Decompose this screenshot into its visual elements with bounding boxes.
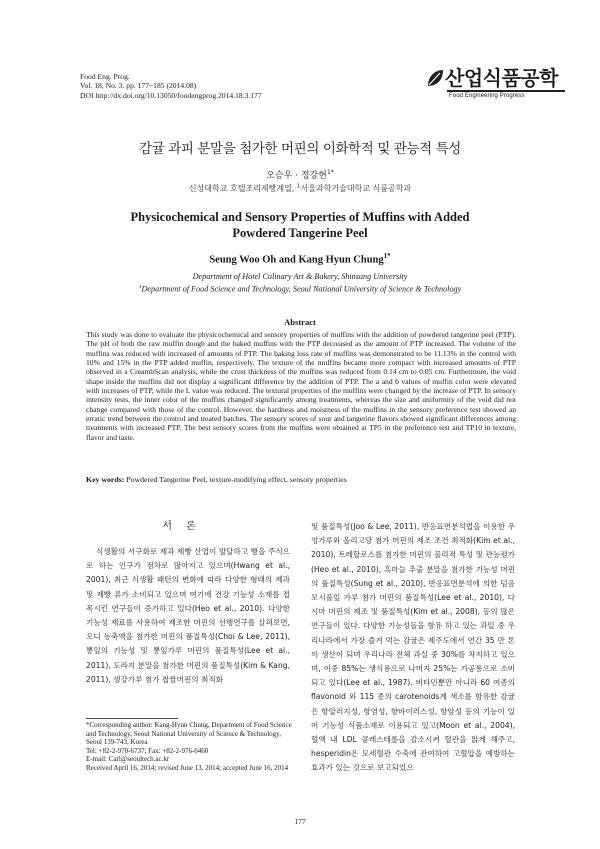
journal-volume: Vol. 18, No. 3. pp. 177~185 (2014.08)	[80, 81, 197, 91]
english-author-sup: 1*	[383, 252, 391, 260]
footnote-email[interactable]: E-mail: Carl@seoultech.ac.kr	[86, 755, 170, 764]
journal-logo	[425, 66, 573, 106]
korean-affil-1: 신성대학교 호텔조리제빵계열,	[188, 184, 297, 193]
english-title-line2: Powdered Tangerine Peel	[232, 226, 368, 240]
right-col-paragraph: 및 품질특성(Joo & Lee, 2011), 반응표면분석법을 이용한 우엉가루와 올리고당 첨가 머핀의 제조 조건 최적화(Kim et al., 2010), 트레할로스를 첨가한 머핀의 물리적 특성 및 관능평가(Heo et al., 2010), 흑마늘 추출 분말을 첨가한 기능성 머핀의 품질특성(Sung et al., 2010), 반응표면분석에 의한 덤음 모시풀잎 가루 첨가 머핀의 품질특성(Lee et al., 2010), 다시마 머핀의 제조 및 품질특성(Kim et al., 2008), 등의 많은 연구들이 있다. 다양한 기능성들을 함유 하고 있는 과일 중 우리나라에서 가장 즐겨 먹는 감귤은 제주도에서 연간 35 만 톤이 생산이 되며 우리나라 전체 과실 중 30%를 차지하고 있으며, 이중 85%는 생식용으로 나머지 25%는 가공용으로 소비되고 있다(Lee et al., 1987). 비타민뿐만 아니라 60 여종의 flavonoid 와 115 종의 carotenoids계 색소를 함유한 감귤은 항알러지성, 항염성, 항바이러스성, 항암성 등의 기능이 있어 기능성 식품소재로 이용되고 있고(Moon et al., 2004), 혈액 내 LDL 콜레스테롤을 감소시켜 혈관을 맑게 해주고, hesperidin은 모세혈관 수축에 관여하여 고혈압을 예방하는 효과가 있는 것으로 보고되었으	[311, 522, 515, 773]
footnote-corresponding: *Corresponding author: Kang-Hyun Chung, Department of Food Science and Technology, Seoul National University of Science & Technology, Seoul 139-743, Korea	[86, 721, 292, 747]
abstract-body: This study was done to evaluate the physicochemical and sensory properties of muffins with the addition of powdered tangerine peel (PTP). The pH of both the raw muffin dough and the baked muffins with the PTP decreased as the amount of PTP increased. The volume of the muffins was reduced with increased of amounts of PTP. The baking loss rate of muffins was demonstrated to be 11.13% in the control with 10% and 15% in the PTP added muffin, respectively. The texture of the muffins became more compact with increased amounts of PTP observed in a CreambScan analysis, while the crust thickness of the muffins was reduced from 0.14 cm to 0.05 cm. Furthermore, the void shape inside the muffins did not display a significant difference by the addition of PTP. The a and b values of muffin color were elevated with increases of PTP, while the L value was reduced. The textural properties of the muffins were changed by the increase of PTP. In sensory intensity tests, the inner color of the muffins changed significantly among treatments, whereas the size and uniformity of the void did not change compared with those of the control. However, the hardness and moistness of the muffins in the sensory preference test showed an erratic trend between the control and treated batches. The sensory scores of sour and tangerine flavors showed significant differences among treatments with increased PTP. The best sensory scores from the muffins were obtained at TP5 in the preference test and TP10 in texture, flavor and taste.	[86, 330, 516, 442]
korean-title: 감귤 과피 분말을 첨가한 머핀의 이화학적 및 관능적 특성	[139, 141, 461, 157]
korean-authors	[0, 168, 600, 181]
english-affiliations	[0, 272, 600, 295]
left-col-paragraph: 식생활의 서구화로 제과 제빵 산업이 발달하고 빵을 주식으로 하는 인구가 점차로 많아지고 있으며(Hwang et al., 2001), 최근 식생활 패턴의 변화에 따라 다양한 형태의 제과 및 제빵 류가 소비되고 있으며 여기에 건강 기능성 소재를 접목시킨 연구들이 증가하고 있다(Heo et al., 2010). 다양한 기능성 재료를 사용하여 제조한 머핀의 선행연구를 살펴보면, 오디 농축액을 첨가한 머핀의 품질특성(Choi & Lee, 2011), 뽕잎의 기능성 및 뽕잎가루 머핀의 품질특성(Lee et al., 2011), 도라지 분말을 첨가한 머핀의 품질특성(Kim & Kang, 2011), 생강가루 첨가 찹쌀머핀의 최적화	[86, 547, 290, 684]
korean-affil-sup: 1	[296, 183, 301, 190]
right-column	[311, 520, 515, 776]
footnote-tel: Tel: +82-2-970-6737; Fax: +82-2-976-6460	[86, 746, 209, 755]
korean-author-names: 오승우 · 정강현	[266, 171, 327, 181]
journal-header	[80, 72, 262, 100]
english-author-names: Seung Woo Oh and Kang Hyun Chung	[209, 254, 384, 266]
english-authors	[0, 252, 600, 266]
abstract-heading: Abstract	[284, 317, 316, 327]
english-affil-2: Department of Food Science and Technology, Seoul National University of Science & Technology	[141, 284, 462, 294]
section-title-introduction: 서론	[162, 521, 210, 532]
page-number: 177	[294, 817, 306, 826]
english-affil-1: Department of Hotel Culinary Art & Bakery, Shinsung University	[192, 272, 408, 281]
keywords-list: Powdered Tangerine Peel, texture-modifying effect, sensory properties	[126, 475, 347, 484]
logo-english-text: Food Engineering Progress	[449, 93, 525, 99]
left-column	[86, 545, 290, 687]
english-title	[0, 209, 600, 241]
logo-korean-text: 산업식품공학	[445, 66, 558, 90]
logo-divider	[447, 90, 565, 92]
footnote-received: Received April 16, 2014; revised June 13, 2014; accepted June 16, 2014	[86, 763, 289, 772]
journal-name: Food Eng. Prog.	[80, 72, 130, 81]
korean-affil-2: 서울과학기술대학교 식품공학과	[300, 184, 412, 193]
footnote-rule	[86, 718, 178, 719]
keywords-label: Key words:	[86, 475, 125, 484]
korean-affiliation	[0, 183, 600, 194]
english-title-line1: Physicochemical and Sensory Properties of Muffins with Added	[130, 210, 470, 224]
leaf-logo-icon	[425, 68, 445, 90]
english-affil-2-sup: 1	[138, 284, 142, 290]
journal-doi[interactable]: DOI http://dx.doi.org/10.13050/foodengprog.2014.18.3.177	[80, 90, 262, 100]
korean-author-sup: 1*	[326, 169, 334, 176]
footnote	[86, 721, 298, 773]
keywords	[86, 475, 516, 484]
